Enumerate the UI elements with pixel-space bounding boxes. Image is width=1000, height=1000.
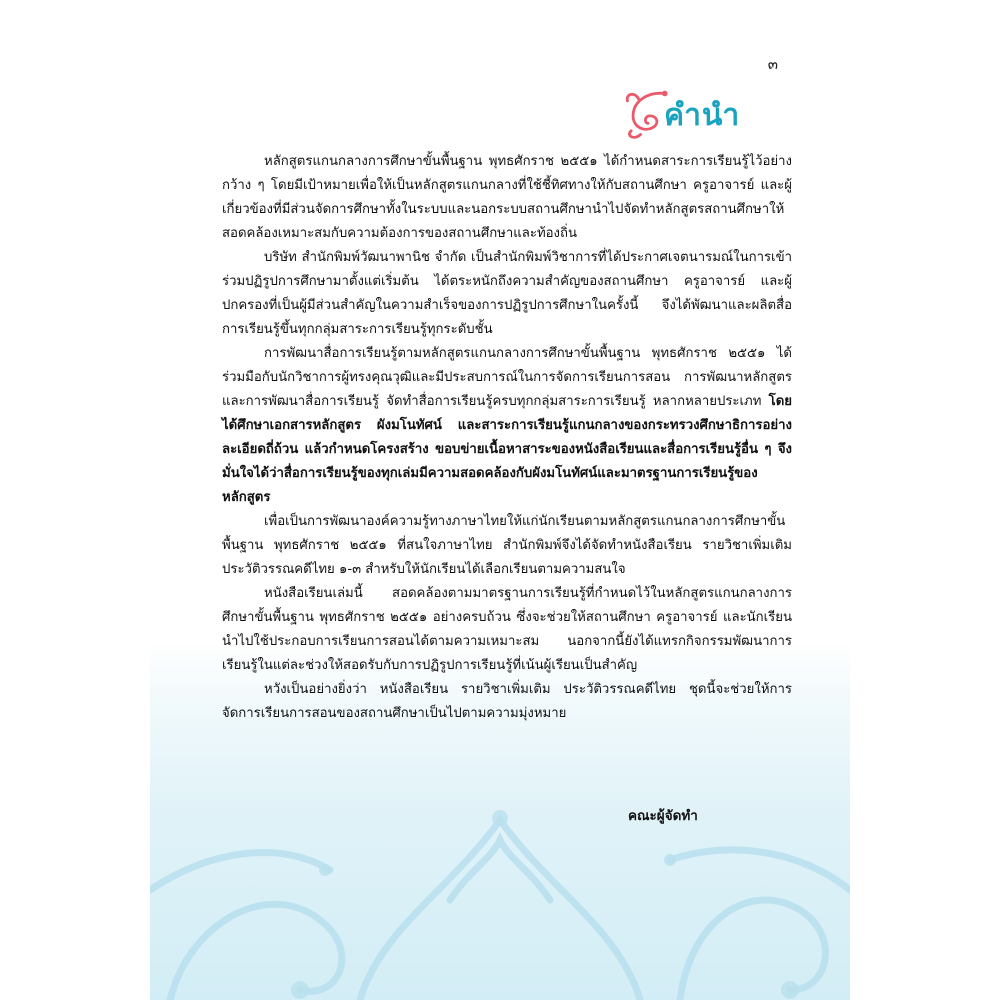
paragraph-5: หนังสือเรียนเล่มนี้ สอดคล้องตามมาตรฐานการเรียนรู้ที่กำหนดไว้ในหลักสูตรแกนกลางการศึกษาขั้นพื้นฐาน พุทธศักราช ๒๕๕๑ อย่างครบถ้วน ซึ่งจะช่วยให้สถานศึกษา ครูอาจารย์ และนักเรียนนำไปใช้ประกอบการเรียนการสอนได้ตามความเหมาะสม นอกจากนี้ยังได้แทรกกิจกรรมพัฒนาการเรียนรู้ในแต่ละช่วงให้สอดรับกับการปฏิรูปการเรียนรู้ที่เน้นผู้เรียนเป็นสำคัญ — [222, 586, 792, 673]
paragraph-1: หลักสูตรแกนกลางการศึกษาขั้นพื้นฐาน พุทธศักราช ๒๕๕๑ ได้กำหนดสาระการเรียนรู้ไว้อย่างกว้าง ๆ โดยมีเป้าหมายเพื่อให้เป็นหลักสูตรแกนกลางที่ใช้ชี้ทิศทางให้กับสถานศึกษา ครูอาจารย์ และผู้เกี่ยวข้องที่มีส่วนจัดการศึกษาทั้งในระบบและนอกระบบสถานศึกษานำไปจัดทำหลักสูตรสถานศึกษาให้สอดคล้องเหมาะสมกับความต้องการของสถานศึกษาและท้องถิ่น — [222, 154, 792, 241]
paragraph-3-bold: โดยได้ศึกษาเอกสารหลักสูตร ผังมโนทัศน์ และสาระการเรียนรู้แกนกลางของกระทรวงศึกษาธิการอย่างละเอียดถี่ถ้วน แล้วกำหนดโครงสร้าง ขอบข่ายเนื้อหาสาระของหนังสือเรียนและสื่อการเรียนรู้อื่น ๆ จึงมั่นใจได้ว่าสื่อการเรียนรู้ของทุกเล่มมีความสอดคล้องกับผังมโนทัศน์และมาตรฐานการเรียนรู้ของหลักสูตร — [222, 394, 792, 505]
paragraph-4: เพื่อเป็นการพัฒนาองค์ความรู้ทางภาษาไทยให้แก่นักเรียนตามหลักสูตรแกนกลางการศึกษาขั้นพื้นฐาน พุทธศักราช ๒๕๕๑ ที่สนใจภาษาไทย สำนักพิมพ์จึงได้จัดทำหนังสือเรียน รายวิชาเพิ่มเติม ประวัติวรรณคดีไทย ๑-๓ สำหรับให้นักเรียนได้เลือกเรียนตามความสนใจ — [222, 514, 792, 577]
paragraph-3-normal: การพัฒนาสื่อการเรียนรู้ตามหลักสูตรแกนกลางการศึกษาขั้นพื้นฐาน พุทธศักราช ๒๕๕๑ ได้ร่วมมือกับนักวิชาการผู้ทรงคุณวุฒิและมีประสบการณ์ในการจัดการเรียนการสอน การพัฒนาหลักสูตรและการพัฒนาสื่อการเรียนรู้ จัดทำสื่อการเรียนรู้ครบทุกกลุ่มสาระการเรียนรู้ หลากหลายประเภท — [222, 346, 792, 409]
swirl-background-decoration — [150, 700, 850, 1000]
page-number: ๓ — [767, 55, 778, 73]
title-block — [620, 92, 820, 142]
document-page — [150, 0, 850, 1000]
page-title: คำนำ — [664, 98, 741, 133]
paragraph-3 — [222, 342, 792, 510]
preface-body — [222, 150, 792, 726]
signature: คณะผู้จัดทำ — [628, 808, 698, 824]
paragraph-2: บริษัท สำนักพิมพ์วัฒนาพานิช จำกัด เป็นสำนักพิมพ์วิชาการที่ได้ประกาศเจตนารมณ์ในการเข้าร่วมปฏิรูปการศึกษามาตั้งแต่เริ่มต้น ได้ตระหนักถึงความสำคัญของสถานศึกษา ครูอาจารย์ และผู้ปกครองที่เป็นผู้มีส่วนสำคัญในความสำเร็จของการปฏิรูปการศึกษาในครั้งนี้ จึงได้พัฒนาและผลิตสื่อการเรียนรู้ขึ้นทุกกลุ่มสาระการเรียนรู้ทุกระดับชั้น — [222, 250, 792, 337]
paragraph-6: หวังเป็นอย่างยิ่งว่า หนังสือเรียน รายวิชาเพิ่มเติม ประวัติวรรณคดีไทย ชุดนี้จะช่วยให้การจัดการเรียนการสอนของสถานศึกษาเป็นไปตามความมุ่งหมาย — [222, 682, 792, 721]
